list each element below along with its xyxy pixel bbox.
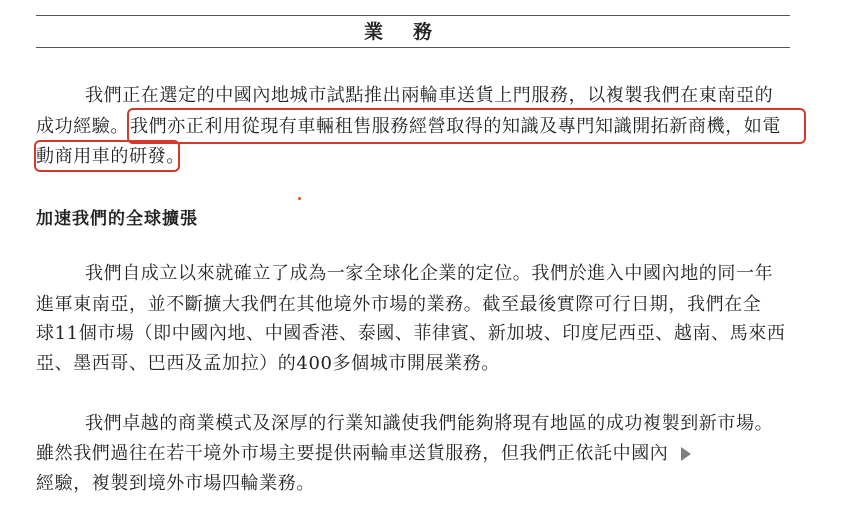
paragraph1-line2-highlighted: 我們亦正利用從現有車輛租售服務經營取得的知識及專門知識開拓新商機，如電	[130, 116, 781, 137]
section-heading: 加速我們的全球擴張	[36, 209, 198, 229]
header-top-rule	[36, 15, 790, 16]
paragraph2-line2: 進軍東南亞，並不斷擴大我們在其他境外市場的業務。截至最後實際可行日期，我們在全	[36, 294, 762, 315]
paragraph3-line3: 經驗，複製到境外市場四輪業務。	[36, 473, 315, 494]
paragraph1-line1: 我們正在選定的中國內地城市試點推出兩輪車送貨上門服務，以複製我們在東南亞的	[85, 85, 774, 106]
paragraph2-line1: 我們自成立以來就確立了成為一家全球化企業的定位。我們於進入中國內地的同一年	[85, 263, 774, 284]
stray-dot-mark	[298, 197, 301, 200]
text-fade-overlay	[690, 440, 750, 468]
paragraph3-line1: 我們卓越的商業模式及深厚的行業知識使我們能夠將現有地區的成功複製到新市場。	[85, 413, 774, 434]
pointer-cursor-icon	[681, 447, 691, 461]
paragraph2-line3: 球11個市場（即中國內地、中國香港、泰國、菲律賓、新加坡、印度尼西亞、越南、馬來西	[36, 323, 786, 344]
header-bottom-rule	[36, 47, 790, 48]
page-header-title: 業務	[363, 21, 462, 43]
paragraph3-line2: 雖然我們過往在若干境外市場主要提供兩輪車送貨服務，但我們正依託中國內	[36, 443, 669, 464]
paragraph1-line2-start: 成功經驗。	[36, 116, 129, 137]
paragraph1-line3-highlighted: 動商用車的研發。	[36, 146, 185, 167]
paragraph2-line4: 亞、墨西哥、巴西及孟加拉）的400多個城市開展業務。	[36, 353, 500, 374]
